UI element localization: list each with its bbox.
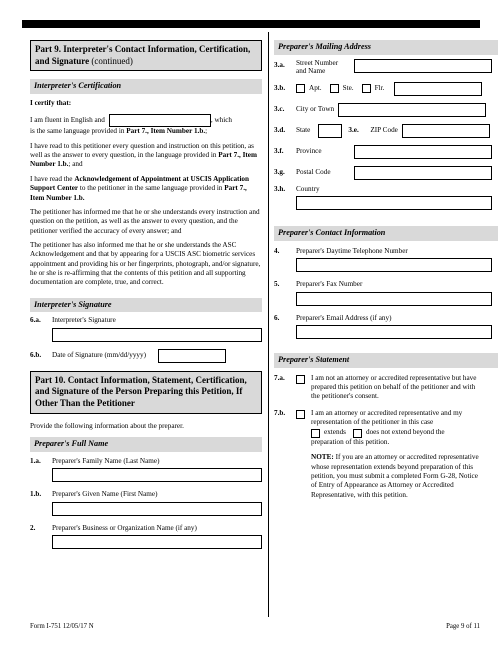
q3c-number: 3.c. (274, 105, 285, 114)
read-every-end: ; and (68, 160, 83, 169)
fluent-suffix: , which (210, 116, 233, 125)
ste-checkbox[interactable] (330, 84, 339, 93)
q7a-number: 7.a. (274, 373, 285, 382)
left-column (30, 40, 262, 549)
apt-checkbox[interactable] (296, 84, 305, 93)
page-number: Page 9 of 11 (446, 623, 480, 630)
note-text: If you are an attorney or accredited representative whose representation extends beyond preparation of this petition, you must submit a completed Form G-28, Notice of Entry of Appearance as Attorney or Accredited Representative, with this petition. (311, 453, 479, 499)
part9-title: Part 9. Interpreter's Contact Information, Certification, and Signature (35, 44, 251, 66)
q7a-checkbox[interactable] (296, 375, 305, 384)
q6-label: Preparer's Email Address (if any) (296, 313, 392, 322)
not-extend-label: does not extend beyond the (365, 428, 445, 437)
preparer-name-heading: Preparer's Full Name (30, 437, 262, 452)
read-every-ref: Part 7., Item Number 1.b. (30, 151, 257, 169)
note-label: NOTE: (311, 453, 334, 462)
part9-continued: (continued) (91, 55, 133, 66)
language-field[interactable] (109, 114, 211, 127)
country-field[interactable] (296, 196, 492, 210)
q3f-label: Province (296, 147, 322, 156)
read-ack-text-a: I have read the (30, 174, 75, 183)
q6a-number: 6.a. (30, 316, 41, 325)
q6a-label: Interpreter's Signature (52, 316, 116, 325)
mailing-heading: Preparer's Mailing Address (274, 40, 498, 55)
q7a-text: I am not an attorney or accredited representative but have prepared this petition on behalf of the petitioner and with the petitioner's consent. (311, 373, 477, 401)
q3c-label: City or Town (296, 105, 335, 114)
read-ack-text-b: to the petitioner in the same language provided in (78, 184, 225, 193)
zip-field[interactable] (402, 124, 490, 138)
street-field[interactable] (354, 59, 492, 73)
q1a-number: 1.a. (30, 456, 41, 465)
q1a-label: Preparer's Family Name (Last Name) (52, 456, 160, 465)
signature-date-field[interactable] (158, 349, 226, 363)
email-field[interactable] (296, 325, 492, 339)
fluent-line2-ref: Part 7., Item Number 1.b. (126, 127, 206, 136)
q4-label: Preparer's Daytime Telephone Number (296, 246, 408, 255)
form-page (22, 20, 480, 630)
q3e-number: 3.e. (348, 126, 359, 135)
telephone-field[interactable] (296, 258, 492, 272)
preparer-family-name-field[interactable] (52, 468, 262, 482)
province-field[interactable] (354, 145, 492, 159)
q6b-number: 6.b. (30, 351, 42, 360)
city-field[interactable] (338, 103, 486, 117)
q1b-number: 1.b. (30, 490, 42, 499)
read-every-text: I have read to this petitioner every question and instruction on this petition, as well as the answer to every question, in the language provided in (30, 141, 254, 160)
read-ack-paragraph (30, 175, 262, 203)
postal-code-field[interactable] (354, 166, 492, 180)
q2-number: 2. (30, 523, 36, 532)
extends-label: extends (324, 428, 346, 437)
q3f-number: 3.f. (274, 147, 284, 156)
contact-heading: Preparer's Contact Information (274, 226, 498, 241)
apt-label: Apt. (309, 84, 322, 93)
q3h-label: Country (296, 184, 320, 193)
fluent-line2-end: ; (205, 127, 208, 136)
interpreter-signature-field[interactable] (52, 328, 262, 342)
preparer-business-field[interactable] (52, 535, 262, 549)
top-bar (22, 20, 480, 28)
q3h-number: 3.h. (274, 184, 286, 193)
informed-paragraph: The petitioner has informed me that he or she understands every instruction and question on the petition, as well as the answer to every question, and the petitioner verified the accuracy of every answer; and (30, 207, 260, 235)
read-ack-ref1: Acknowledgement of Appointment at USCIS Application Support Center (30, 174, 250, 193)
q7b-checkbox[interactable] (296, 410, 305, 419)
fluent-line2 (30, 127, 262, 136)
part10-intro: Provide the following information about the preparer. (30, 421, 184, 430)
q3a-label: Street Number and Name (296, 58, 339, 76)
right-column (274, 40, 498, 500)
q2-label: Preparer's Business or Organization Name (if any) (52, 523, 197, 532)
flr-label: Flr. (374, 84, 385, 93)
q7b-text: I am an attorney or accredited representative and my representation of the petitioner in this case (311, 408, 463, 427)
q3g-number: 3.g. (274, 168, 285, 177)
part9-heading (30, 40, 262, 71)
part10-heading: Part 10. Contact Information, Statement, Certification, and Signature of the Person Preparing this Petition, If Other Than the Petitioner (30, 371, 262, 414)
fax-field[interactable] (296, 292, 492, 306)
flr-checkbox[interactable] (362, 84, 371, 93)
not-extend-checkbox[interactable] (353, 429, 362, 438)
state-field[interactable] (318, 124, 342, 138)
q3a-number: 3.a. (274, 60, 285, 69)
unit-number-field[interactable] (394, 82, 482, 96)
fluent-prefix: I am fluent in English and (30, 116, 105, 125)
q6-number: 6. (274, 313, 280, 322)
fluent-line2-text: is the same language provided in (30, 127, 127, 136)
column-divider (268, 32, 269, 617)
extends-checkbox[interactable] (311, 429, 320, 438)
q3b-number: 3.b. (274, 84, 286, 93)
q3d-label: State (296, 126, 311, 135)
q3e-label: ZIP Code (370, 126, 398, 135)
q5-number: 5. (274, 280, 280, 289)
q5-label: Preparer's Fax Number (296, 280, 363, 289)
preparer-given-name-field[interactable] (52, 502, 262, 516)
ste-label: Ste. (342, 84, 354, 93)
form-footer: Form I-751 12/05/17 N (30, 623, 94, 630)
prep-line: preparation of this petition. (311, 437, 390, 446)
interpreter-cert-heading: Interpreter's Certification (30, 79, 262, 94)
note-paragraph (311, 453, 483, 500)
read-every-paragraph (30, 142, 262, 170)
q3d-number: 3.d. (274, 126, 286, 135)
also-informed-paragraph: The petitioner has also informed me that he or she understands the ASC Acknowledgement and that by appearing for a USCIS ASC biometric services appointment and providing his or her fingerprints, photograph, and/or signature, he or she is re-affirming that the contents of this petition and all supporting documentation are complete, true, and correct. (30, 240, 261, 287)
i-certify-label: I certify that: (30, 99, 72, 108)
statement-heading: Preparer's Statement (274, 353, 498, 368)
q1b-label: Preparer's Given Name (First Name) (52, 490, 158, 499)
q3g-label: Postal Code (296, 168, 331, 177)
interpreter-sig-heading: Interpreter's Signature (30, 298, 262, 313)
q6b-label: Date of Signature (mm/dd/yyyy) (52, 351, 147, 360)
q4-number: 4. (274, 246, 280, 255)
read-ack-ref2: Part 7., Item Number 1.b. (30, 184, 247, 202)
q7b-number: 7.b. (274, 408, 286, 417)
